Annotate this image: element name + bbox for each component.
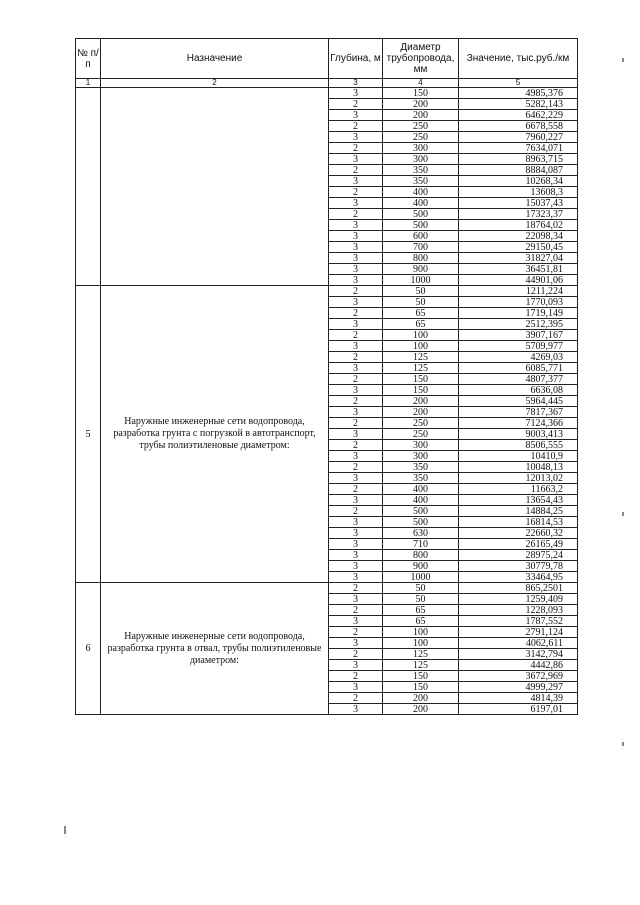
index-cell: 4 — [383, 79, 459, 88]
value-cell: 14884,25 — [459, 506, 578, 517]
diameter-cell: 50 — [383, 286, 459, 297]
depth-cell: 3 — [329, 88, 383, 99]
depth-cell: 3 — [329, 704, 383, 715]
depth-cell: 2 — [329, 627, 383, 638]
value-cell: 4062,611 — [459, 638, 578, 649]
depth-cell: 3 — [329, 385, 383, 396]
diameter-cell: 700 — [383, 242, 459, 253]
depth-cell: 3 — [329, 550, 383, 561]
diameter-cell: 125 — [383, 649, 459, 660]
value-cell: 8963,715 — [459, 154, 578, 165]
value-cell: 5709,977 — [459, 341, 578, 352]
depth-cell: 3 — [329, 253, 383, 264]
value-cell: 6462,229 — [459, 110, 578, 121]
depth-cell: 3 — [329, 264, 383, 275]
diameter-cell: 150 — [383, 385, 459, 396]
depth-cell: 2 — [329, 462, 383, 473]
section-description — [101, 88, 329, 286]
diameter-cell: 65 — [383, 605, 459, 616]
value-cell: 10268,34 — [459, 176, 578, 187]
depth-cell: 3 — [329, 638, 383, 649]
section-number: 6 — [76, 583, 101, 715]
value-cell: 1719,149 — [459, 308, 578, 319]
scan-mark — [622, 742, 624, 746]
depth-cell: 2 — [329, 99, 383, 110]
diameter-cell: 400 — [383, 484, 459, 495]
depth-cell: 2 — [329, 374, 383, 385]
depth-cell: 2 — [329, 165, 383, 176]
depth-cell: 3 — [329, 275, 383, 286]
value-cell: 36451,81 — [459, 264, 578, 275]
table-row — [76, 88, 578, 99]
diameter-cell: 900 — [383, 561, 459, 572]
value-cell: 30779,78 — [459, 561, 578, 572]
value-cell: 17323,37 — [459, 209, 578, 220]
depth-cell: 3 — [329, 407, 383, 418]
depth-cell: 3 — [329, 451, 383, 462]
diameter-cell: 630 — [383, 528, 459, 539]
value-cell: 31827,04 — [459, 253, 578, 264]
diameter-cell: 200 — [383, 396, 459, 407]
value-cell: 865,2501 — [459, 583, 578, 594]
diameter-cell: 100 — [383, 330, 459, 341]
diameter-cell: 600 — [383, 231, 459, 242]
value-cell: 22098,34 — [459, 231, 578, 242]
value-cell: 11663,2 — [459, 484, 578, 495]
value-cell: 4985,376 — [459, 88, 578, 99]
depth-cell: 3 — [329, 198, 383, 209]
diameter-cell: 65 — [383, 616, 459, 627]
diameter-cell: 400 — [383, 187, 459, 198]
value-cell: 8506,555 — [459, 440, 578, 451]
diameter-cell: 1000 — [383, 275, 459, 286]
cost-table — [75, 38, 578, 715]
column-index-row — [76, 79, 578, 88]
value-cell: 12013,02 — [459, 473, 578, 484]
value-cell: 15037,43 — [459, 198, 578, 209]
value-cell: 16814,53 — [459, 517, 578, 528]
diameter-cell: 100 — [383, 341, 459, 352]
diameter-cell: 150 — [383, 671, 459, 682]
depth-cell: 3 — [329, 242, 383, 253]
diameter-cell: 200 — [383, 407, 459, 418]
depth-cell: 3 — [329, 231, 383, 242]
value-cell: 13654,43 — [459, 495, 578, 506]
depth-cell: 2 — [329, 143, 383, 154]
value-cell: 1770,093 — [459, 297, 578, 308]
depth-cell: 3 — [329, 319, 383, 330]
index-cell: 1 — [76, 79, 101, 88]
value-cell: 29150,45 — [459, 242, 578, 253]
value-cell: 18764,02 — [459, 220, 578, 231]
depth-cell: 3 — [329, 341, 383, 352]
value-cell: 10048,13 — [459, 462, 578, 473]
depth-cell: 3 — [329, 176, 383, 187]
value-cell: 4269,03 — [459, 352, 578, 363]
depth-cell: 3 — [329, 429, 383, 440]
diameter-cell: 1000 — [383, 572, 459, 583]
diameter-cell: 350 — [383, 462, 459, 473]
scan-mark — [622, 512, 624, 516]
value-cell: 7817,367 — [459, 407, 578, 418]
diameter-cell: 250 — [383, 429, 459, 440]
section-description: Наружные инженерные сети водопровода, разработка грунта с погрузкой в автотранспорт, трубы полиэтиленовые диаметром: — [101, 286, 329, 583]
diameter-cell: 200 — [383, 704, 459, 715]
diameter-cell: 400 — [383, 495, 459, 506]
diameter-cell: 800 — [383, 550, 459, 561]
diameter-cell: 800 — [383, 253, 459, 264]
depth-cell: 2 — [329, 308, 383, 319]
value-cell: 7124,366 — [459, 418, 578, 429]
value-cell: 6085,771 — [459, 363, 578, 374]
diameter-cell: 125 — [383, 352, 459, 363]
value-cell: 5282,143 — [459, 99, 578, 110]
diameter-cell: 50 — [383, 583, 459, 594]
value-cell: 22660,32 — [459, 528, 578, 539]
value-cell: 4814,39 — [459, 693, 578, 704]
diameter-cell: 250 — [383, 121, 459, 132]
depth-cell: 2 — [329, 506, 383, 517]
depth-cell: 3 — [329, 110, 383, 121]
diameter-cell: 710 — [383, 539, 459, 550]
diameter-cell: 300 — [383, 143, 459, 154]
value-cell: 13608,3 — [459, 187, 578, 198]
depth-cell: 3 — [329, 682, 383, 693]
diameter-cell: 100 — [383, 638, 459, 649]
scan-mark — [64, 826, 66, 834]
depth-cell: 3 — [329, 154, 383, 165]
diameter-cell: 300 — [383, 451, 459, 462]
depth-cell: 3 — [329, 594, 383, 605]
value-cell: 1787,552 — [459, 616, 578, 627]
section-number — [76, 88, 101, 286]
value-cell: 7634,071 — [459, 143, 578, 154]
value-cell: 10410,9 — [459, 451, 578, 462]
depth-cell: 2 — [329, 418, 383, 429]
diameter-cell: 50 — [383, 594, 459, 605]
depth-cell: 3 — [329, 495, 383, 506]
depth-cell: 3 — [329, 363, 383, 374]
diameter-cell: 300 — [383, 154, 459, 165]
value-cell: 6678,558 — [459, 121, 578, 132]
diameter-cell: 125 — [383, 363, 459, 374]
index-cell: 3 — [329, 79, 383, 88]
diameter-cell: 400 — [383, 198, 459, 209]
depth-cell: 2 — [329, 583, 383, 594]
header-diameter: Диаметр трубопровода, мм — [383, 39, 459, 79]
diameter-cell: 200 — [383, 99, 459, 110]
diameter-cell: 65 — [383, 308, 459, 319]
depth-cell: 2 — [329, 352, 383, 363]
header-num: № п/п — [76, 39, 101, 79]
diameter-cell: 150 — [383, 88, 459, 99]
depth-cell: 2 — [329, 649, 383, 660]
index-cell: 2 — [101, 79, 329, 88]
diameter-cell: 65 — [383, 319, 459, 330]
value-cell: 3142,794 — [459, 649, 578, 660]
diameter-cell: 100 — [383, 627, 459, 638]
depth-cell: 3 — [329, 517, 383, 528]
value-cell: 4442,86 — [459, 660, 578, 671]
diameter-cell: 350 — [383, 473, 459, 484]
index-cell: 5 — [459, 79, 578, 88]
diameter-cell: 200 — [383, 693, 459, 704]
depth-cell: 3 — [329, 616, 383, 627]
value-cell: 1211,224 — [459, 286, 578, 297]
value-cell: 26165,49 — [459, 539, 578, 550]
depth-cell: 2 — [329, 286, 383, 297]
value-cell: 9003,413 — [459, 429, 578, 440]
depth-cell: 2 — [329, 484, 383, 495]
diameter-cell: 350 — [383, 165, 459, 176]
value-cell: 1259,409 — [459, 594, 578, 605]
depth-cell: 3 — [329, 660, 383, 671]
value-cell: 4999,297 — [459, 682, 578, 693]
scan-mark — [622, 58, 624, 62]
depth-cell: 3 — [329, 572, 383, 583]
value-cell: 5964,445 — [459, 396, 578, 407]
table-row — [76, 286, 578, 297]
depth-cell: 3 — [329, 539, 383, 550]
value-cell: 28975,24 — [459, 550, 578, 561]
diameter-cell: 500 — [383, 517, 459, 528]
diameter-cell: 250 — [383, 132, 459, 143]
diameter-cell: 500 — [383, 220, 459, 231]
depth-cell: 2 — [329, 440, 383, 451]
value-cell: 4807,377 — [459, 374, 578, 385]
depth-cell: 2 — [329, 330, 383, 341]
diameter-cell: 200 — [383, 110, 459, 121]
header-depth: Глубина, м — [329, 39, 383, 79]
diameter-cell: 250 — [383, 418, 459, 429]
table-body — [76, 79, 578, 715]
value-cell: 3672,969 — [459, 671, 578, 682]
value-cell: 44901,06 — [459, 275, 578, 286]
header-value: Значение, тыс.руб./км — [459, 39, 578, 79]
diameter-cell: 900 — [383, 264, 459, 275]
value-cell: 2791,124 — [459, 627, 578, 638]
table-row — [76, 583, 578, 594]
value-cell: 1228,093 — [459, 605, 578, 616]
diameter-cell: 150 — [383, 374, 459, 385]
depth-cell: 2 — [329, 209, 383, 220]
value-cell: 3907,167 — [459, 330, 578, 341]
depth-cell: 3 — [329, 561, 383, 572]
value-cell: 7960,227 — [459, 132, 578, 143]
depth-cell: 2 — [329, 605, 383, 616]
value-cell: 33464,95 — [459, 572, 578, 583]
depth-cell: 2 — [329, 187, 383, 198]
diameter-cell: 150 — [383, 682, 459, 693]
value-cell: 2512,395 — [459, 319, 578, 330]
diameter-cell: 500 — [383, 506, 459, 517]
diameter-cell: 500 — [383, 209, 459, 220]
depth-cell: 3 — [329, 132, 383, 143]
value-cell: 8884,087 — [459, 165, 578, 176]
depth-cell: 2 — [329, 121, 383, 132]
header-purpose: Назначение — [101, 39, 329, 79]
depth-cell: 2 — [329, 671, 383, 682]
depth-cell: 3 — [329, 220, 383, 231]
diameter-cell: 50 — [383, 297, 459, 308]
diameter-cell: 300 — [383, 440, 459, 451]
value-cell: 6197,01 — [459, 704, 578, 715]
depth-cell: 3 — [329, 473, 383, 484]
header-row — [76, 39, 578, 79]
depth-cell: 3 — [329, 528, 383, 539]
section-number: 5 — [76, 286, 101, 583]
section-description: Наружные инженерные сети водопровода, разработка грунта в отвал, трубы полиэтиленовые диаметром: — [101, 583, 329, 715]
depth-cell: 2 — [329, 693, 383, 704]
depth-cell: 2 — [329, 396, 383, 407]
depth-cell: 3 — [329, 297, 383, 308]
diameter-cell: 125 — [383, 660, 459, 671]
diameter-cell: 350 — [383, 176, 459, 187]
value-cell: 6636,08 — [459, 385, 578, 396]
